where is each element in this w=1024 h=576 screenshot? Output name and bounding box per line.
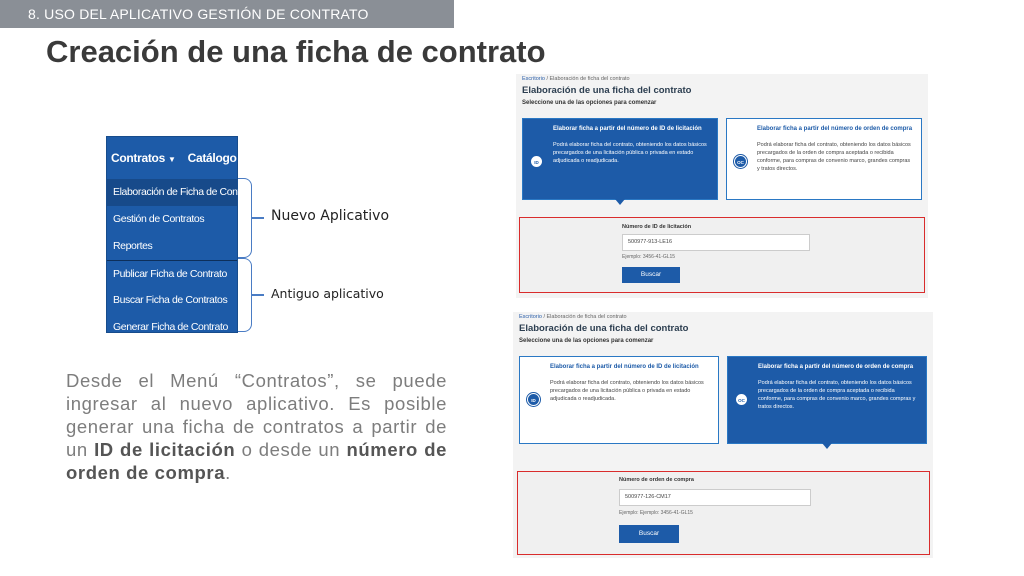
- paragraph-bold-oc: número de orden de compra: [66, 439, 447, 483]
- chevron-down-icon: ▼: [239, 155, 248, 164]
- menu-item-gestion[interactable]: Gestión de Contratos: [113, 213, 205, 225]
- menu-item-generar[interactable]: Generar Ficha de Contrato: [113, 321, 228, 333]
- card-title: Elaborar ficha a partir del número de orden de compra: [757, 126, 913, 132]
- breadcrumb-current: / Elaboración de ficha del contrato: [541, 314, 627, 320]
- form-label: Número de ID de licitación: [622, 224, 692, 230]
- card-oc-option[interactable]: [726, 118, 922, 200]
- card-id-option[interactable]: [519, 356, 719, 444]
- oc-badge-icon: OC: [735, 393, 748, 406]
- card-body: Podrá elaborar ficha del contrato, obteniendo los datos básicos precargados de una licitación pública o privada en estado adjudicada o readjudicada.: [553, 142, 707, 164]
- new-app-bracket-tick: [252, 217, 264, 219]
- breadcrumb-current: / Elaboración de ficha del contrato: [544, 76, 630, 82]
- card-title: Elaborar ficha a partir del número de ID de licitación: [550, 364, 699, 370]
- menu-item-publicar[interactable]: Publicar Ficha de Contrato: [107, 260, 237, 287]
- card-title: Elaborar ficha a partir del número de ID de licitación: [553, 126, 702, 132]
- card-body: Podrá elaborar ficha del contrato, obteniendo los datos básicos precargados de la orden de compra aceptada o recibida conforme, para compras de convenio marco, grandes compras y tratos directos.: [757, 142, 911, 172]
- breadcrumb-link[interactable]: Escritorio: [522, 76, 545, 82]
- old-app-label: Antiguo aplicativo: [271, 286, 384, 301]
- screen-subtitle: Seleccione una de las opciones para comenzar: [519, 338, 654, 344]
- card-oc-option[interactable]: [727, 356, 927, 444]
- page-title: Creación de una ficha de contrato: [46, 34, 546, 69]
- buscar-button[interactable]: Buscar: [619, 525, 679, 543]
- tab-catalogo-label: Catálogo: [187, 151, 237, 165]
- description-paragraph: [66, 369, 447, 484]
- menu-item-elaboracion[interactable]: Elaboración de Ficha de Contrato: [107, 179, 237, 206]
- screenshot-id-licitacion: [516, 74, 928, 298]
- form-hint: Ejemplo: 3456-41-GL15: [622, 254, 676, 260]
- section-header: 8. USO DEL APLICATIVO GESTIÓN DE CONTRATO: [0, 0, 454, 28]
- new-app-bracket: [238, 178, 252, 258]
- menu-item-reportes[interactable]: Reportes: [113, 240, 153, 252]
- screen-title: Elaboración de una ficha del contrato: [519, 323, 689, 334]
- tab-contratos[interactable]: [111, 151, 176, 165]
- paragraph-text: Desde el Menú “Contratos”, se puede ingresar al nuevo aplicativo. Es posible generar una ficha de contratos a partir de un: [66, 370, 447, 460]
- search-form: [519, 217, 925, 293]
- contracts-menu: [106, 136, 257, 333]
- old-app-bracket-tick: [252, 294, 264, 296]
- paragraph-text: o desde un: [235, 439, 347, 460]
- screen-subtitle: Seleccione una de las opciones para comenzar: [522, 100, 657, 106]
- screenshot-orden-compra: [513, 312, 933, 558]
- card-id-option[interactable]: [522, 118, 718, 200]
- form-hint: Ejemplo: Ejemplo: 3456-41-GL15: [619, 510, 693, 516]
- oc-badge-icon: OC: [734, 155, 747, 168]
- buscar-button[interactable]: Buscar: [622, 267, 680, 283]
- screen-title: Elaboración de una ficha del contrato: [522, 85, 692, 96]
- tab-catalogo[interactable]: [188, 151, 248, 165]
- breadcrumb: [522, 76, 922, 82]
- new-app-label: Nuevo Aplicativo: [271, 208, 390, 224]
- form-label: Número de orden de compra: [619, 477, 694, 483]
- card-title: Elaborar ficha a partir del número de orden de compra: [758, 364, 914, 370]
- breadcrumb: [519, 314, 927, 320]
- paragraph-text: .: [225, 462, 231, 483]
- card-body: Podrá elaborar ficha del contrato, obteniendo los datos básicos precargados de una licitación pública o privada en estado adjudicada o readjudicada.: [550, 380, 704, 402]
- menu-bar: [107, 137, 248, 179]
- card-body: Podrá elaborar ficha del contrato, obteniendo los datos básicos precargados de la orden de compra aceptada o recibida conforme, para compras de convenio marco, grandes compras y tratos directos.: [758, 380, 916, 410]
- breadcrumb-link[interactable]: Escritorio: [519, 314, 542, 320]
- id-badge-icon: ID: [527, 393, 540, 406]
- id-badge-icon: ID: [530, 155, 543, 168]
- menu-item-buscar[interactable]: Buscar Ficha de Contratos: [113, 294, 228, 306]
- old-app-bracket: [238, 258, 252, 332]
- tab-contratos-label: Contratos: [111, 151, 165, 165]
- search-form: [517, 471, 930, 555]
- chevron-down-icon: ▼: [167, 155, 176, 164]
- id-licitacion-input[interactable]: 500977-913-LE16: [622, 234, 810, 251]
- orden-compra-input[interactable]: 500977-126-CM17: [619, 489, 811, 506]
- paragraph-bold-id: ID de licitación: [94, 439, 236, 460]
